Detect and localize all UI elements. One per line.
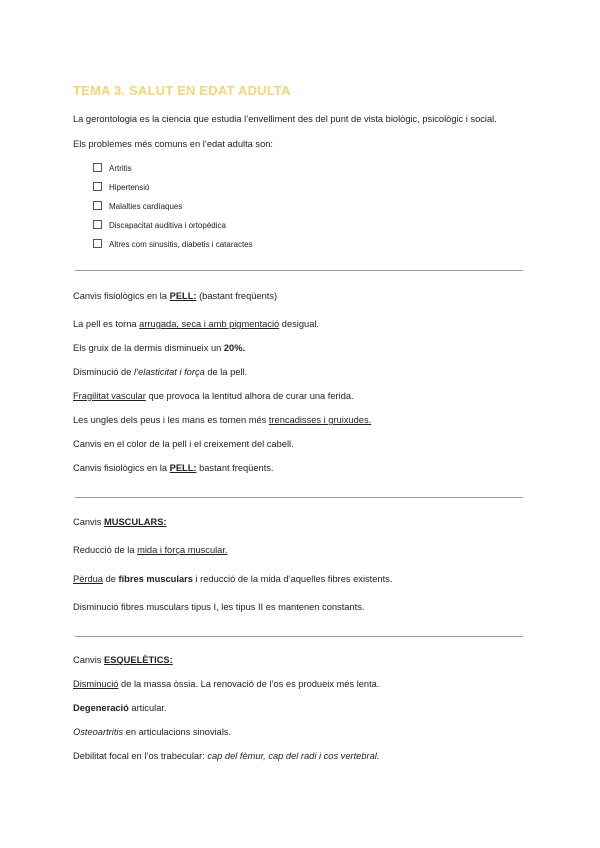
skeletal-line: Degeneració articular.: [73, 703, 167, 713]
checkbox[interactable]: [93, 182, 102, 191]
muscle-line: Reducció de la mida i força muscular.: [73, 545, 228, 555]
checklist-item: Altres com sinusitis, diabetis i cataractes: [109, 240, 253, 249]
checklist-item: Malalties cardíaques: [109, 202, 183, 211]
skin-line: La pell es torna arrugada, seca i amb pigmentació desigual.: [73, 319, 320, 329]
checkbox[interactable]: [93, 163, 102, 172]
page-title: TEMA 3. SALUT EN EDAT ADULTA: [73, 83, 291, 98]
checklist-item: Artritis: [109, 164, 132, 173]
problems-lead: Els problemes més comuns en l’edat adulta son:: [73, 139, 273, 149]
checklist-item: Hipertensió: [109, 183, 150, 192]
divider: [75, 270, 523, 271]
divider: [75, 497, 523, 498]
skin-line: Canvis en el color de la pell i el creixement del cabell.: [73, 439, 294, 449]
divider: [75, 636, 523, 637]
skin-line: Les ungles dels peus i les mans es tornen més trencadisses i gruixudes.: [73, 415, 372, 425]
skeletal-line: Osteoartritis en articulacions sinovials.: [73, 727, 232, 737]
intro-paragraph: La gerontologia es la ciencia que estudia l’envelliment des del punt de vista biològic, psicològic i social.: [73, 114, 497, 124]
skeletal-line: Disminució de la massa òssia. La renovació de l’os es produeix més lenta.: [73, 679, 380, 689]
muscle-line: Pèrdua de fibres musculars i reducció de la mida d’aquelles fibres existents.: [73, 574, 393, 584]
skin-heading: Canvis fisiològics en la PELL: (bastant freqüents): [73, 291, 278, 301]
skin-line: Disminució de l’elasticitat i força de la pell.: [73, 367, 248, 377]
muscle-line: Disminució fibres musculars tipus I, les tipus II es mantenen constants.: [73, 602, 365, 612]
muscle-heading: Canvis MUSCULARS:: [73, 517, 167, 527]
checkbox[interactable]: [93, 239, 102, 248]
skin-line: Fragilitat vascular que provoca la lentitud alhora de curar una ferida.: [73, 391, 354, 401]
skeletal-line: Debilitat focal en l’os trabecular: cap del fèmur, cap del radi i cos vertebral.: [73, 751, 380, 761]
skin-line: Els gruix de la dermis disminueix un 20%.: [73, 343, 246, 353]
checklist-item: Discapacitat auditiva i ortopèdica: [109, 221, 226, 230]
skin-line: Canvis fisiològics en la PELL: bastant freqüents.: [73, 463, 274, 473]
skeletal-heading: Canvis ESQUELÈTICS:: [73, 655, 173, 665]
checkbox[interactable]: [93, 220, 102, 229]
checkbox[interactable]: [93, 201, 102, 210]
